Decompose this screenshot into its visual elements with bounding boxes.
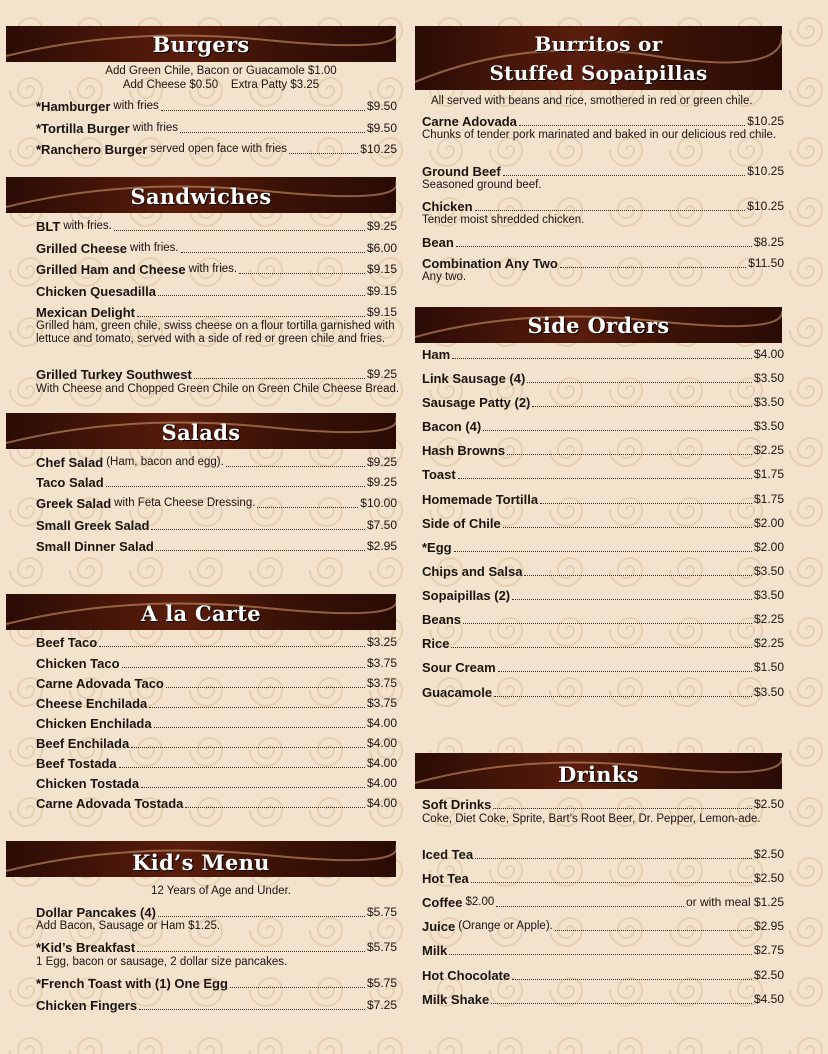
item-description: Add Bacon, Sausage or Ham $1.25.	[36, 920, 221, 932]
menu-item: *French Toast with (1) One Egg $5.75	[36, 976, 397, 991]
menu-item: Chicken $10.25	[422, 199, 784, 214]
drinks-banner	[415, 753, 782, 789]
menu-item: Link Sausage (4) $3.50	[422, 371, 784, 386]
menu-item: Sour Cream $1.50	[422, 660, 784, 675]
sandwiches-banner	[6, 177, 396, 213]
menu-item: Chef Salad (Ham, bacon and egg). $9.25	[36, 455, 397, 470]
burgers-note-2: Add Cheese $0.50 Extra Patty $3.25	[122, 79, 320, 91]
item-description: Chunks of tender pork marinated and baked in our delicious red chile.	[422, 129, 777, 141]
menu-item: Small Dinner Salad $2.95	[36, 539, 397, 554]
menu-item: Side of Chile $2.00	[422, 516, 784, 531]
menu-item: Bean $8.25	[422, 235, 784, 250]
menu-item: Milk $2.75	[422, 943, 784, 958]
sandwiches-title: Sandwiches	[130, 184, 272, 209]
drinks-title: Drinks	[558, 762, 639, 787]
menu-item: Beans $2.25	[422, 612, 784, 627]
menu-item: Chicken Taco $3.75	[36, 656, 397, 671]
item-description: Tender moist shredded chicken.	[422, 214, 585, 226]
menu-item: Coffee $2.00 or with meal $1.25	[422, 895, 784, 910]
sides-banner	[415, 307, 782, 343]
menu-item: Hot Chocolate $2.50	[422, 968, 784, 983]
menu-item: Sausage Patty (2) $3.50	[422, 395, 784, 410]
menu-item: Dollar Pancakes (4) $5.75	[36, 905, 397, 920]
menu-item: Ground Beef $10.25	[422, 164, 784, 179]
salads-title: Salads	[161, 420, 241, 445]
burritos-banner	[415, 26, 782, 90]
menu-item: Chicken Tostada $4.00	[36, 776, 397, 791]
menu-item: Sopaipillas (2) $3.50	[422, 588, 784, 603]
menu-item: Small Greek Salad $7.50	[36, 518, 397, 533]
menu-item: Greek Salad with Feta Cheese Dressing. $10.00	[36, 496, 397, 511]
menu-item: Bacon (4) $3.50	[422, 419, 784, 434]
menu-item: Iced Tea $2.50	[422, 847, 784, 862]
menu-item: Grilled Ham and Cheese with fries. $9.15	[36, 262, 397, 277]
menu-item: Beef Taco $3.25	[36, 635, 397, 650]
salads-banner	[6, 413, 396, 449]
menu-item: Carne Adovada Taco $3.75	[36, 676, 397, 691]
menu-item: Mexican Delight $9.15	[36, 305, 397, 320]
menu-item: Chicken Quesadilla $9.15	[36, 284, 397, 299]
menu-item: *Ranchero Burger served open face with fries $10.25	[36, 142, 397, 157]
item-description: 1 Egg, bacon or sausage, 2 dollar size pancakes.	[36, 956, 288, 968]
sides-title: Side Orders	[527, 313, 670, 338]
menu-item: Combination Any Two $11.50	[422, 256, 784, 271]
menu-item: Hash Browns $2.25	[422, 443, 784, 458]
alacarte-title: A la Carte	[141, 601, 261, 626]
burritos-title-line-2: Stuffed Sopaipillas	[489, 61, 708, 85]
menu-item: Ham $4.00	[422, 347, 784, 362]
menu-item: Grilled Cheese with fries. $6.00	[36, 241, 397, 256]
burritos-title-line-1: Burritos or	[534, 32, 663, 56]
item-description: With Cheese and Chopped Green Chile on Green Chile Cheese Bread.	[36, 383, 400, 395]
menu-item: Chips and Salsa $3.50	[422, 564, 784, 579]
kids-banner	[6, 841, 396, 877]
menu-item: *Hamburger with fries $9.50	[36, 99, 397, 114]
menu-item: Homemade Tortilla $1.75	[422, 492, 784, 507]
menu-item: Carne Adovada Tostada $4.00	[36, 796, 397, 811]
menu-item: *Tortilla Burger with fries $9.50	[36, 121, 397, 136]
burgers-banner	[6, 26, 396, 62]
menu-item: Chicken Fingers $7.25	[36, 998, 397, 1013]
menu-item: Toast $1.75	[422, 467, 784, 482]
item-description: Grilled ham, green chile, swiss cheese on a flour tortilla garnished with lettuce and tomato, served with a side of red or green chile and fries.	[36, 320, 395, 345]
kids-note: 12 Years of Age and Under.	[150, 885, 292, 897]
menu-item: Hot Tea $2.50	[422, 871, 784, 886]
burgers-title: Burgers	[152, 32, 250, 57]
burritos-note: All served with beans and rice, smothered in red or green chile.	[431, 95, 753, 107]
item-description: Coke, Diet Coke, Sprite, Bart’s Root Beer, Dr. Pepper, Lemon-ade.	[422, 813, 761, 825]
item-description: Any two.	[422, 271, 467, 283]
menu-item: Beef Enchilada $4.00	[36, 736, 397, 751]
menu-item: Taco Salad $9.25	[36, 475, 397, 490]
menu-item: Guacamole $3.50	[422, 685, 784, 700]
item-description: Seasoned ground beef.	[422, 179, 542, 191]
menu-item: BLT with fries. $9.25	[36, 219, 397, 234]
menu-item: *Egg $2.00	[422, 540, 784, 555]
menu-item: Beef Tostada $4.00	[36, 756, 397, 771]
alacarte-banner	[6, 594, 396, 630]
menu-item: Grilled Turkey Southwest $9.25	[36, 367, 397, 382]
menu-item: Cheese Enchilada $3.75	[36, 696, 397, 711]
burgers-note-1: Add Green Chile, Bacon or Guacamole $1.00	[105, 65, 337, 77]
menu-item: Juice (Orange or Apple). $2.95	[422, 919, 784, 934]
menu-item: Milk Shake $4.50	[422, 992, 784, 1007]
menu-item: *Kid’s Breakfast $5.75	[36, 940, 397, 955]
menu-item: Carne Adovada $10.25	[422, 114, 784, 129]
menu-item: Chicken Enchilada $4.00	[36, 716, 397, 731]
menu-item: Soft Drinks $2.50	[422, 797, 784, 812]
menu-item: Rice $2.25	[422, 636, 784, 651]
kids-title: Kid’s Menu	[132, 850, 270, 875]
